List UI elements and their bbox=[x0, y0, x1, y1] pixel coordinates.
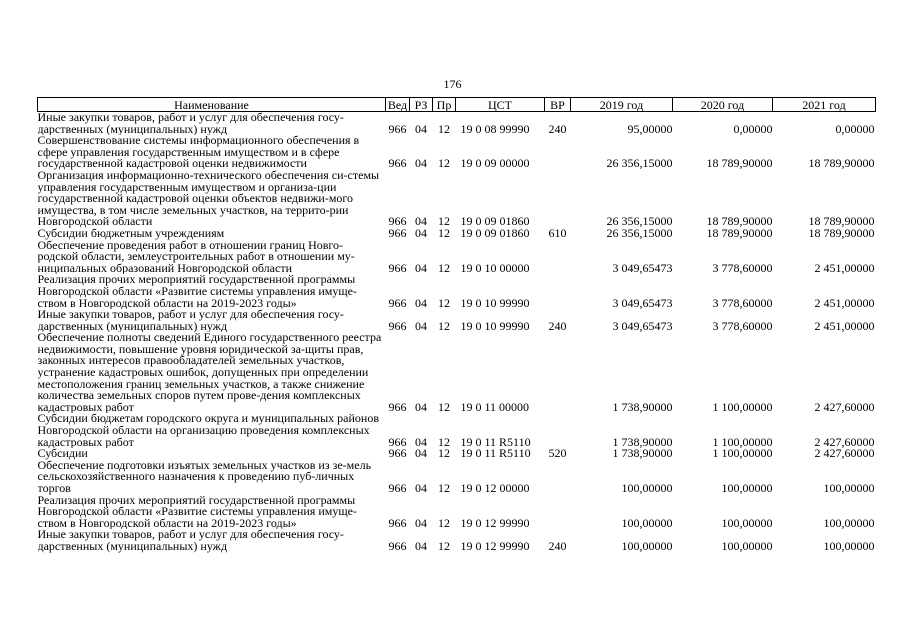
row-rz: 04 bbox=[415, 121, 427, 136]
row-2021: 18 789,90000 bbox=[808, 227, 875, 240]
row-2019: 1 738,90000 bbox=[612, 399, 673, 414]
row-ved: 966 bbox=[388, 295, 407, 310]
row-2019: 100,00000 bbox=[621, 515, 673, 530]
row-2020: 1 100,00000 bbox=[712, 434, 773, 449]
row-2021: 18 789,90000 bbox=[808, 156, 875, 170]
row-name: Обеспечение проведения работ в отношении границ Новго-родской области, землеустроительных работ в отношении му-ниципальных образований Новгородской области bbox=[37, 239, 355, 275]
row-vr: 610 bbox=[548, 227, 567, 240]
row-vr bbox=[545, 135, 571, 170]
row-cst: 19 0 09 01860 bbox=[460, 214, 530, 228]
row-ved: 966 bbox=[388, 156, 407, 170]
row-rz: 04 bbox=[415, 448, 427, 460]
row-pr: 12 bbox=[438, 448, 450, 460]
row-name: Реализация прочих мероприятий государственной программы Новгородской области «Развитие системы управления имуще-ством в Новгородской области на 2019-2023 годы» bbox=[37, 274, 357, 310]
row-vr bbox=[545, 240, 571, 275]
row-rz: 04 bbox=[415, 399, 427, 414]
row-2019: 3 049,65473 bbox=[612, 295, 673, 310]
table-row bbox=[38, 495, 876, 530]
row-cst: 19 0 11 R5110 bbox=[460, 448, 531, 460]
row-cst: 19 0 11 R5110 bbox=[460, 434, 531, 449]
header-2021: 2021 год bbox=[773, 98, 876, 112]
row-2020: 18 789,90000 bbox=[706, 227, 773, 240]
row-2020: 1 100,00000 bbox=[712, 448, 773, 460]
row-rz: 04 bbox=[415, 318, 427, 333]
row-ved: 966 bbox=[388, 481, 407, 495]
row-vr bbox=[545, 274, 571, 309]
row-2021: 18 789,90000 bbox=[808, 214, 875, 228]
row-ved: 966 bbox=[388, 515, 407, 530]
row-name: Иные закупки товаров, работ и услуг для обеспечения госу-дарственных (муниципальных) нужд bbox=[37, 309, 344, 333]
row-vr bbox=[545, 413, 571, 448]
row-pr: 12 bbox=[438, 227, 450, 240]
row-pr: 12 bbox=[438, 318, 450, 333]
row-2021: 100,00000 bbox=[823, 538, 875, 553]
table-row bbox=[38, 448, 876, 460]
table-row bbox=[38, 460, 876, 495]
row-ved: 966 bbox=[388, 214, 407, 228]
row-vr: 520 bbox=[548, 448, 567, 460]
row-pr: 12 bbox=[438, 515, 450, 530]
row-2020: 0,00000 bbox=[733, 121, 773, 136]
row-pr: 12 bbox=[438, 121, 450, 136]
row-pr: 12 bbox=[438, 481, 450, 495]
row-2020: 18 789,90000 bbox=[706, 156, 773, 170]
row-cst: 19 0 10 99990 bbox=[460, 295, 530, 310]
header-name: Наименование bbox=[38, 98, 386, 112]
row-cst: 19 0 11 00000 bbox=[460, 399, 530, 414]
row-2020: 100,00000 bbox=[721, 515, 773, 530]
row-name: Обеспечение полноты сведений Единого государственного реестра недвижимости, повышение уровня юридической за-щиты прав, законных интересов правообладателей земельных участков, устранение кадастровых ошибок, допущенных при определении местоположения границ земельных участков, а также снижение количества земельных споров путем прове-дения комплексных кадастровых работ bbox=[37, 332, 382, 414]
row-2019: 100,00000 bbox=[621, 481, 673, 495]
row-cst: 19 0 09 01860 bbox=[460, 227, 530, 240]
row-2019: 95,00000 bbox=[627, 121, 673, 136]
row-cst: 19 0 10 99990 bbox=[460, 318, 530, 333]
row-ved: 966 bbox=[388, 434, 407, 449]
row-pr: 12 bbox=[438, 434, 450, 449]
row-vr bbox=[545, 170, 571, 228]
row-ved: 966 bbox=[388, 399, 407, 414]
row-pr: 12 bbox=[438, 214, 450, 228]
row-vr bbox=[545, 332, 571, 413]
row-name: Иные закупки товаров, работ и услуг для обеспечения госу-дарственных (муниципальных) нужд bbox=[37, 111, 344, 136]
row-name: Реализация прочих мероприятий государственной программы Новгородской области «Развитие системы управления имуще-ством в Новгородской области на 2019-2023 годы» bbox=[37, 494, 357, 530]
row-2019: 3 049,65473 bbox=[612, 318, 673, 333]
row-2019: 100,00000 bbox=[621, 538, 673, 553]
row-cst: 19 0 10 00000 bbox=[460, 260, 530, 275]
row-2021: 2 427,60000 bbox=[814, 434, 875, 449]
header-vr: ВР bbox=[545, 98, 571, 112]
row-rz: 04 bbox=[415, 434, 427, 449]
row-vr: 240 bbox=[548, 121, 567, 136]
row-vr: 240 bbox=[548, 538, 567, 553]
table-body bbox=[38, 112, 876, 553]
table-row bbox=[38, 332, 876, 413]
row-cst: 19 0 12 99990 bbox=[460, 538, 530, 553]
row-vr: 240 bbox=[548, 318, 567, 333]
table-row bbox=[38, 413, 876, 448]
row-rz: 04 bbox=[415, 260, 427, 275]
row-ved: 966 bbox=[388, 318, 407, 333]
row-2021: 2 427,60000 bbox=[814, 448, 875, 460]
row-vr bbox=[545, 495, 571, 530]
row-rz: 04 bbox=[415, 515, 427, 530]
table-row bbox=[38, 240, 876, 275]
row-rz: 04 bbox=[415, 538, 427, 553]
row-2021: 2 451,00000 bbox=[814, 318, 875, 333]
row-ved: 966 bbox=[388, 121, 407, 136]
row-cst: 19 0 12 99990 bbox=[460, 515, 530, 530]
row-name: Субсидии бюджетам городского округа и муниципальных районов Новгородской области на организацию проведения комплексных кадастровых работ bbox=[37, 413, 379, 449]
header-pr: Пр bbox=[433, 98, 456, 112]
row-name: Иные закупки товаров, работ и услуг для обеспечения госу-дарственных (муниципальных) нужд bbox=[37, 529, 344, 553]
row-name: Субсидии bbox=[37, 448, 88, 460]
row-2020: 3 778,60000 bbox=[712, 318, 773, 333]
row-rz: 04 bbox=[415, 481, 427, 495]
row-cst: 19 0 08 99990 bbox=[460, 121, 530, 136]
row-cst: 19 0 09 00000 bbox=[460, 156, 530, 170]
table-row bbox=[38, 529, 876, 552]
row-2021: 2 451,00000 bbox=[814, 260, 875, 275]
row-name: Организация информационно-технического обеспечения си-стемы управления государственным имуществом и организа-ции государственной кадастровой оценки объектов недвижи-мого имущества, в том числе земельных участков, на террито-рии Новгородской области bbox=[37, 169, 380, 228]
table-row bbox=[38, 170, 876, 228]
row-2019: 26 356,15000 bbox=[606, 156, 673, 170]
row-2021: 100,00000 bbox=[823, 515, 875, 530]
page-number: 176 bbox=[443, 77, 462, 91]
row-2019: 26 356,15000 bbox=[606, 227, 673, 240]
row-2020: 18 789,90000 bbox=[706, 214, 773, 228]
header-rz: РЗ bbox=[410, 98, 433, 112]
table-header-row bbox=[38, 98, 876, 112]
row-2019: 1 738,90000 bbox=[612, 434, 673, 449]
row-rz: 04 bbox=[415, 227, 427, 240]
row-rz: 04 bbox=[415, 214, 427, 228]
table-row bbox=[38, 228, 876, 240]
budget-table bbox=[37, 97, 876, 553]
row-2019: 1 738,90000 bbox=[612, 448, 673, 460]
row-pr: 12 bbox=[438, 295, 450, 310]
row-name: Субсидии бюджетным учреждениям bbox=[37, 227, 225, 240]
row-rz: 04 bbox=[415, 156, 427, 170]
row-pr: 12 bbox=[438, 156, 450, 170]
row-pr: 12 bbox=[438, 260, 450, 275]
row-2020: 100,00000 bbox=[721, 481, 773, 495]
header-2020: 2020 год bbox=[673, 98, 773, 112]
row-2020: 1 100,00000 bbox=[712, 399, 773, 414]
table-row bbox=[38, 135, 876, 170]
row-ved: 966 bbox=[388, 227, 407, 240]
row-2020: 3 778,60000 bbox=[712, 295, 773, 310]
row-2021: 100,00000 bbox=[823, 481, 875, 495]
row-pr: 12 bbox=[438, 399, 450, 414]
table-row bbox=[38, 274, 876, 309]
row-ved: 966 bbox=[388, 448, 407, 460]
row-2021: 0,00000 bbox=[835, 121, 875, 136]
row-ved: 966 bbox=[388, 260, 407, 275]
row-ved: 966 bbox=[388, 538, 407, 553]
header-ved: Вед bbox=[386, 98, 410, 112]
row-vr bbox=[545, 460, 571, 495]
row-name: Совершенствование системы информационного обеспечения в сфере управления государственным имуществом и в сфере государственной кадастровой оценки недвижимости bbox=[37, 135, 360, 170]
row-rz: 04 bbox=[415, 295, 427, 310]
row-2019: 26 356,15000 bbox=[606, 214, 673, 228]
header-cst: ЦСТ bbox=[456, 98, 545, 112]
row-2019: 3 049,65473 bbox=[612, 260, 673, 275]
row-cst: 19 0 12 00000 bbox=[460, 481, 530, 495]
row-2020: 3 778,60000 bbox=[712, 260, 773, 275]
row-2020: 100,00000 bbox=[721, 538, 773, 553]
row-pr: 12 bbox=[438, 538, 450, 553]
table-row bbox=[38, 309, 876, 332]
row-2021: 2 427,60000 bbox=[814, 399, 875, 414]
table-row bbox=[38, 112, 876, 136]
row-name: Обеспечение подготовки изъятых земельных участков из зе-мель сельскохозяйственного назначения к проведению пуб-личных торгов bbox=[37, 459, 372, 495]
row-2021: 2 451,00000 bbox=[814, 295, 875, 310]
header-2019: 2019 год bbox=[571, 98, 673, 112]
